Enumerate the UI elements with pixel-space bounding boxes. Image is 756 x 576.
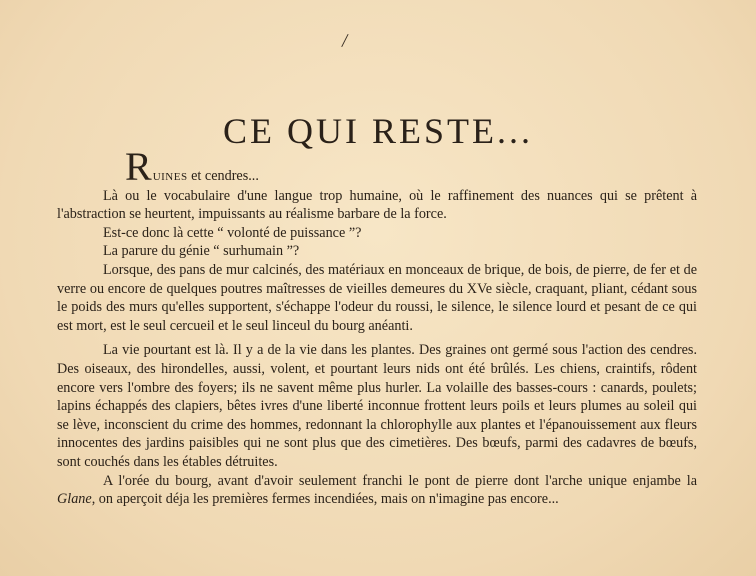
page-title: CE QUI RESTE...: [223, 111, 533, 152]
opening-line: [57, 144, 697, 189]
paragraph-2: Est-ce donc là cette “ volonté de puissance ”?: [103, 224, 362, 241]
paragraph-3: La parure du génie “ surhumain ”?: [103, 243, 300, 260]
place-name: Glane: [57, 491, 92, 508]
paragraph-6: [57, 472, 697, 509]
paragraph-6-end: , on aperçoit déja les premières fermes incendiées, mais on n'imagine pas encore...: [91, 491, 559, 508]
paragraph-6-start: A l'orée du bourg, avant d'avoir seulement franchi le pont de pierre dont l'arche unique enjambe la: [103, 472, 697, 489]
opening-smallcaps: UINES: [152, 171, 188, 183]
paragraph-4: Lorsque, des pans de mur calcinés, des matériaux en monceaux de brique, de bois, de pierre, de fer et de verre ou encore de quelques poutres maîtresses de vieilles demeures du XVe siècle, craquant, pliant, cédant sous le poids des murs qu'elles supportent, s'échappe l'odeur du roussi, le silence, le silence lourd et pesant de ce qui est mort, est le seul cercueil et le seul linceul du bourg anéanti.: [57, 261, 697, 334]
drop-cap: R: [125, 144, 153, 189]
pen-mark: /: [340, 29, 350, 53]
opening-rest: et cendres...: [187, 168, 259, 184]
paragraph-1: Là ou le vocabulaire d'une langue trop humaine, où le raffinement des nuances qui se prêtent à l'abstraction se heurtent, impuissants au réalisme barbare de la force.: [57, 187, 697, 223]
paragraph-5: La vie pourtant est là. Il y a de la vie dans les plantes. Des graines ont germé sous l'action des cendres. Des oiseaux, des hirondelles, aussi, volent, et pourtant leurs nids ont été brûlés. Les chiens, craintifs, rôdent encore vers l'ombre des foyers; ils ne savent même plus hurler. La volaille des basses-cours : canards, poulets; lapins échappés des clapiers, bêtes ivres d'une liberté inconnue frottent leurs poils et leurs plumes au soleil qui se lève, inconscient du crime des hommes, redonnant la chlorophylle aux plantes et l'épanouissement aux fleurs innocentes des jardins paisibles qui ne sont plus que des cimetières. Des bœufs, parmi des cadavres de bœufs, sont couchés dans les étables détruites.: [57, 342, 697, 470]
body-text: [57, 144, 697, 509]
